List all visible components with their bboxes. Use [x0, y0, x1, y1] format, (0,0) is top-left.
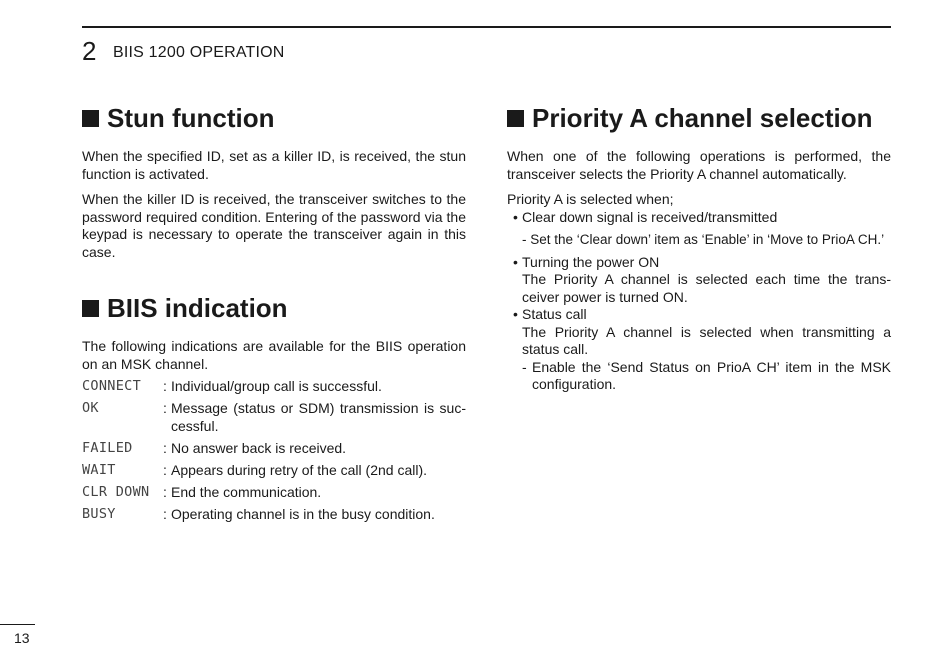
square-bullet-icon — [507, 110, 524, 127]
square-bullet-icon — [82, 300, 99, 317]
indication-row: CONNECT : Individual/group call is successful. — [82, 378, 466, 396]
indication-description: End the communication. — [171, 483, 322, 500]
chapter-number: 2 — [82, 36, 97, 66]
status-call-text: The Priority A channel is selected when transmitting a status call. — [522, 323, 891, 357]
stun-function-title: Stun function — [107, 103, 275, 133]
indication-description: Operating channel is in the busy condition. — [171, 505, 435, 522]
bullet-label: Status call — [522, 306, 587, 322]
indication-code: CONNECT — [82, 378, 141, 394]
bullet-clear-down — [507, 209, 891, 227]
indication-row: OK : Message (status or SDM) transmission is suc-cessful. — [82, 400, 466, 434]
priority-a-title: Priority A channel selection — [532, 103, 873, 133]
square-bullet-icon — [82, 110, 99, 127]
clear-down-note: - Set the ‘Clear down’ item as ‘Enable’ in ‘Move to PrioA CH.’ — [522, 232, 885, 247]
indication-code: OK — [82, 400, 99, 416]
indication-description: No answer back is received. — [171, 439, 347, 456]
chapter-title: BIIS 1200 OPERATION — [113, 44, 285, 61]
indication-description: Appears during retry of the call (2nd call). — [171, 461, 428, 478]
indication-description: Individual/group call is successful. — [171, 378, 382, 394]
page-number-rule — [0, 624, 35, 625]
stun-function-heading — [82, 102, 466, 134]
bullet-power-on — [507, 254, 891, 272]
indication-row: BUSY : Operating channel is in the busy condition. — [82, 506, 466, 524]
indication-list — [82, 378, 466, 523]
indication-row: WAIT : Appears during retry of the call (2nd call). — [82, 462, 466, 480]
indication-row: FAILED : No answer back is received. — [82, 440, 466, 458]
indication-code: WAIT — [82, 461, 116, 478]
indication-code: CLR DOWN — [82, 483, 150, 500]
bullet-label: Clear down signal is received/transmitted — [522, 208, 778, 225]
power-on-text: The Priority A channel is selected each time the trans-ceiver power is turned ON. — [522, 271, 891, 305]
status-call-note: - Enable the ‘Send Status on PrioA CH’ item in the MSK configuration. — [522, 358, 891, 392]
indication-row: CLR DOWN : End the communication. — [82, 484, 466, 502]
page-number: 13 — [14, 630, 30, 646]
stun-paragraph-2: When the killer ID is received, the transceiver switches to the password required condition. Entering of the password via the keypad is necessary to operate the transceiver again in this case. — [82, 191, 466, 260]
indication-code: BUSY — [82, 505, 116, 522]
priority-selected-when: Priority A is selected when; — [507, 191, 674, 207]
biis-indication-title: BIIS indication — [107, 293, 288, 323]
header-rule — [82, 26, 891, 28]
stun-paragraph-1: When the specified ID, set as a killer ID, is received, the stun function is activated. — [82, 148, 466, 182]
biis-intro: The following indications are available for the BIIS operation on an MSK channel. — [82, 338, 466, 372]
bullet-dot-icon: • — [513, 253, 518, 270]
priority-intro: When one of the following operations is performed, the transceiver selects the Priority A channel automatically. — [507, 148, 891, 182]
bullet-status-call — [507, 306, 891, 324]
bullet-dot-icon: • — [513, 208, 518, 225]
priority-a-heading — [507, 102, 891, 134]
right-column — [507, 102, 891, 394]
left-column — [82, 102, 466, 523]
indication-description: Message (status or SDM) transmission is suc-cessful. — [171, 400, 466, 434]
bullet-dot-icon: • — [513, 306, 518, 322]
biis-indication-heading — [82, 292, 466, 324]
indication-code: FAILED — [82, 439, 133, 456]
bullet-label: Turning the power ON — [522, 253, 660, 270]
